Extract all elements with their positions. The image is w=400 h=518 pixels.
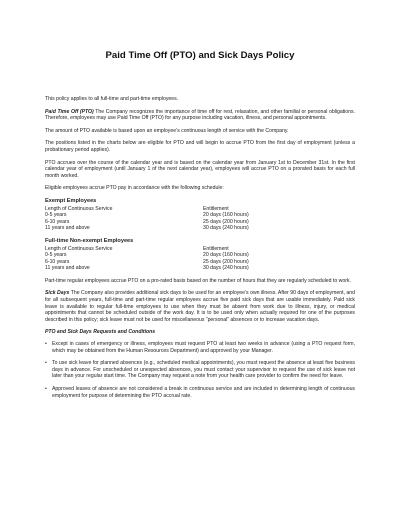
service-cell: 0-5 years — [45, 212, 67, 219]
column-header-service: Length of Continuous Service — [45, 205, 113, 212]
service-cell: 0-5 years — [45, 252, 67, 259]
service-cell: 6-10 years — [45, 258, 70, 265]
sick-days-text: The Company also provides additional sick days to be used for an employee’s own illness. After 90 days of employment, and for all subsequent years, full-time and part-time regular employees accrue five paid sick days that are usable immediately. Paid sick leave is available to regular full-time employees to use when they must be absent from work due to illness, injury, or medical appointments that cannot be scheduled outside of the work day. It is to be used only when actually required for one of the purposes described in this policy; sick leave must not be used for miscellaneous “personal” absences or to increase vacation days. — [45, 290, 356, 323]
service-cell: 11 years and above — [45, 265, 90, 272]
entitlement-cell: 25 days (200 hours) — [203, 218, 249, 225]
entitlement-cell: 20 days (160 hours) — [203, 252, 249, 259]
table-row — [45, 252, 355, 259]
service-cell: 6-10 years — [45, 218, 70, 225]
sick-days-paragraph — [45, 290, 355, 323]
document-title: Paid Time Off (PTO) and Sick Days Policy — [105, 50, 295, 61]
list-item: • Approved leaves of absence are not considered a break in continuous service and are included in determining length of continuous employment for purpose of determining the PTO accrual rate. — [45, 386, 355, 399]
exempt-table — [45, 198, 355, 232]
table-header-row — [45, 246, 355, 253]
table-row — [45, 225, 355, 232]
column-header-entitlement: Entitlement — [203, 245, 229, 252]
table-row — [45, 259, 355, 266]
entitlement-cell: 25 days (200 hours) — [203, 258, 249, 265]
table-heading: Full-time Non-exempt Employees — [45, 237, 134, 244]
requests-list — [45, 341, 355, 399]
positions-paragraph: The positions listed in the charts below are eligible for PTO and will begin to accrue PTO from the first day of employment (unless a probationary period applies). — [45, 140, 355, 153]
list-item: • To use sick leave for planned absences (e.g., scheduled medical appointments), you must request the absence at least five business days in advance. For unscheduled or unexpected absences, you must contact your supervisor to request the use of sick leave not later than your regular start time. The Company may request a note from your health care provider to confirm the need for leave. — [45, 360, 355, 380]
column-header-service: Length of Continuous Service — [45, 245, 113, 252]
amount-paragraph: The amount of PTO available is based upon an employee’s continuous length of service with the Company. — [45, 127, 289, 134]
requests-heading: PTO and Sick Days Requests and Conditions — [45, 329, 156, 336]
accrues-paragraph: PTO accrues over the course of the calendar year and is based on the calendar year from January 1st to December 31st. In the first calendar year of employment (until January 1 of the next calendar year), employees will accrue PTO on a prorated basis for each full month worked. — [45, 159, 355, 179]
table-heading: Exempt Employees — [45, 197, 97, 204]
intro-paragraph: This policy applies to all full-time and part-time employees. — [45, 96, 179, 102]
entitlement-cell: 20 days (160 hours) — [203, 212, 249, 219]
document-body — [45, 96, 355, 405]
eligible-paragraph: Eligible employees accrue PTO pay in accordance with the following schedule: — [45, 185, 224, 192]
pto-paragraph — [45, 109, 355, 122]
sick-days-lead: Sick Days — [45, 290, 70, 297]
service-cell: 11 years and above — [45, 225, 90, 232]
list-item: • Except in cases of emergency or illness, employees must request PTO at least two weeks in advance (using a PTO request form, which may be obtained from the Human Resources Department) and approved by your Manager. — [45, 341, 355, 354]
pto-text: The Company recognizes the importance of time off for rest, relaxation, and other familial or personal obligations. Therefore, employees may use Paid Time Off (PTO) for any purpose including vacation, illness, and personal appointments. — [45, 108, 356, 122]
table-header-row — [45, 206, 355, 213]
table-row — [45, 219, 355, 226]
entitlement-cell: 30 days (240 hours) — [203, 225, 249, 232]
parttime-paragraph: Part-time regular employees accrue PTO on a pro-rated basis based on the number of hours that they are regularly scheduled to work. — [45, 277, 351, 284]
pto-lead: Paid Time Off (PTO) — [45, 108, 94, 115]
table-row — [45, 265, 355, 272]
column-header-entitlement: Entitlement — [203, 205, 229, 212]
nonexempt-table — [45, 238, 355, 272]
table-row — [45, 212, 355, 219]
entitlement-cell: 30 days (240 hours) — [203, 265, 249, 272]
